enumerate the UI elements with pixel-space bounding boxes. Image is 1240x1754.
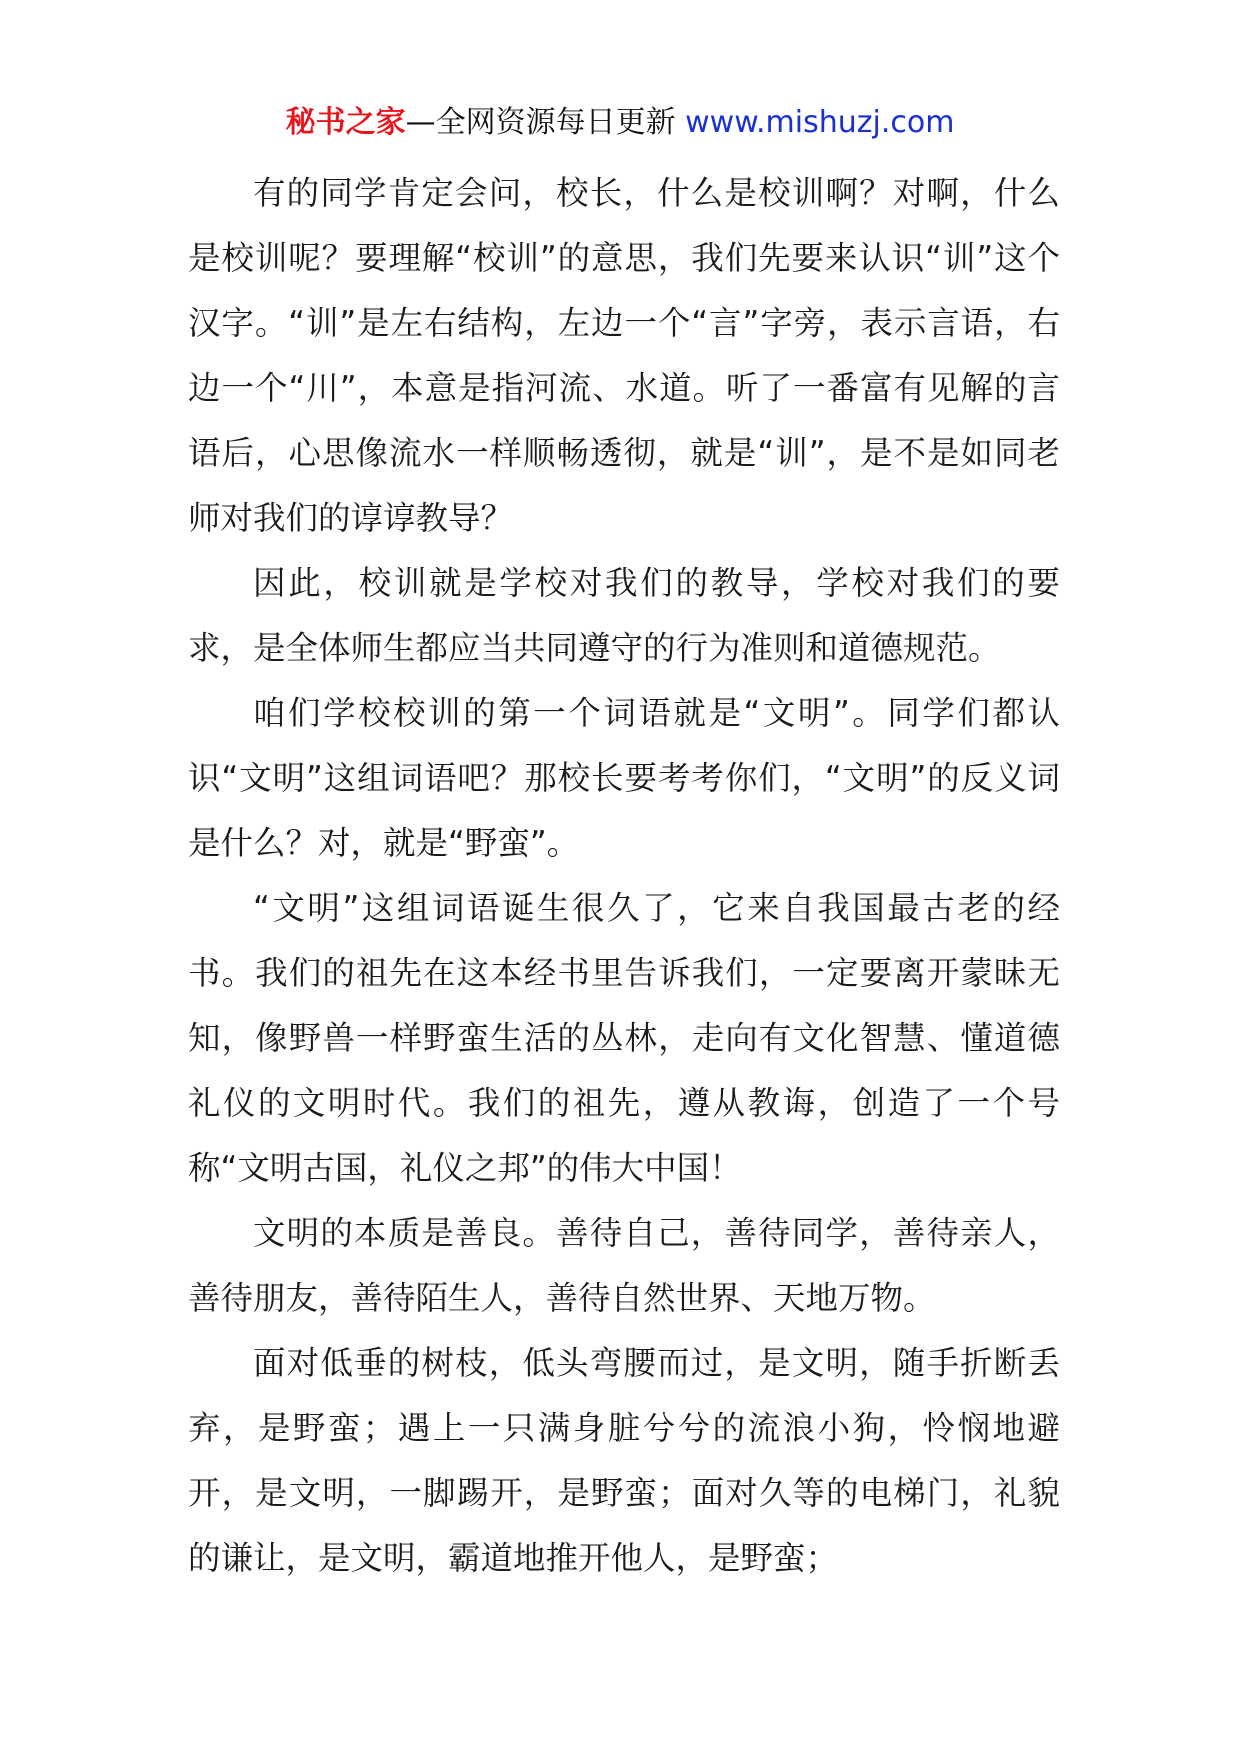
page-header <box>0 101 1240 145</box>
paragraph: 面对低垂的树枝，低头弯腰而过，是文明，随手折断丢弃，是野蛮；遇上一只满身脏兮兮的流浪小狗，怜悯地避开，是文明，一脚踢开，是野蛮；面对久等的电梯门，礼貌的谦让，是文明，霸道地推开他人，是野蛮； <box>188 1344 1060 1577</box>
paragraph: 咱们学校校训的第一个词语就是“文明”。同学们都认识“文明”这组词语吧？那校长要考考你们，“文明”的反义词是什么？对，就是“野蛮”。 <box>188 694 1060 862</box>
brand-name: 秘书之家 <box>285 105 406 140</box>
header-tagline: —全网资源每日更新 <box>405 105 686 140</box>
website-link[interactable]: www.mishuzj.com <box>685 105 955 140</box>
paragraph: 有的同学肯定会问，校长，什么是校训啊？对啊，什么是校训呢？要理解“校训”的意思，我们先要来认识“训”这个汉字。“训”是左右结构，左边一个“言”字旁，表示言语，右边一个“川”，本意是指河流、水道。听了一番富有见解的言语后，心思像流水一样顺畅透彻，就是“训”，是不是如同老师对我们的谆谆教导？ <box>188 174 1060 537</box>
paragraph: “文明”这组词语诞生很久了，它来自我国最古老的经书。我们的祖先在这本经书里告诉我们，一定要离开蒙昧无知，像野兽一样野蛮生活的丛林，走向有文化智慧、懂道德礼仪的文明时代。我们的祖先，遵从教诲，创造了一个号称“文明古国，礼仪之邦”的伟大中国！ <box>188 889 1060 1187</box>
paragraph: 文明的本质是善良。善待自己，善待同学，善待亲人，善待朋友，善待陌生人，善待自然世界、天地万物。 <box>188 1214 1060 1317</box>
document-body <box>188 161 1060 1591</box>
paragraph: 因此，校训就是学校对我们的教导，学校对我们的要求，是全体师生都应当共同遵守的行为准则和道德规范。 <box>188 564 1060 667</box>
